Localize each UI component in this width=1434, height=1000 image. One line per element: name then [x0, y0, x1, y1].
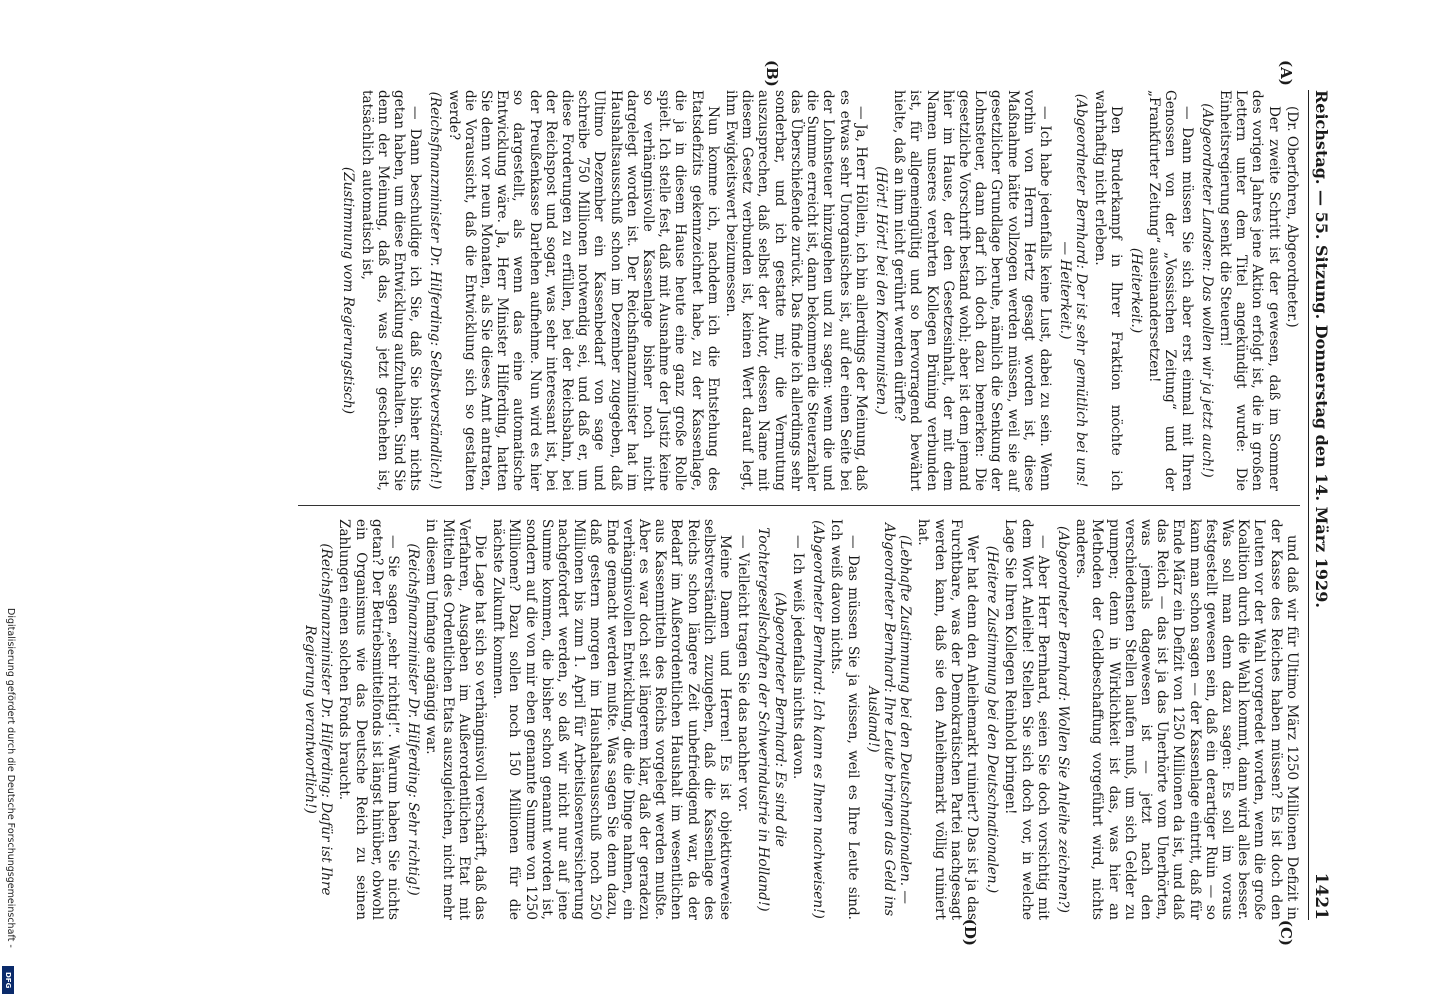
paragraph: — Vielleicht tragen Sie das nachher vor.: [735, 535, 752, 813]
dfg-logo: DFG: [2, 966, 14, 994]
interjection: (Abgeordneter Bernhard: Ich kann es Ihnen nachweisen!): [810, 520, 827, 919]
interjection: (Abgeordneter Bernhard: Wollen Sie Anleihe zeichnen?): [1054, 526, 1071, 913]
paragraph: Wer hat denn den Anleihemarkt ruiniert? Das ist ja das Furchtbare, was der Demokratischen Partei nachgesagt werden kann, daß sie den Anleihemarkt völlig ruiniert hat.: [915, 519, 980, 920]
paragraph: Den Bruderkampf in Ihrer Fraktion möchte ich wahrhaftig nicht erleben.: [1091, 90, 1124, 491]
left-column: [298, 90, 1300, 491]
interjection: (Reichsfinanzminister Dr. Hilferding: Selbstverständlich!): [427, 91, 444, 490]
paragraph: — Ja, Herr Höllein, ich bin allerdings der Meinung, daß es etwas sehr Unorganisches ist, auf der einen Seite bei der Lohnsteuer hinzugehen und zu sagen: wenn die und die Summe erreicht ist, dann bekommen die Steuerzahler das Überschießende zurück. Das finde ich allerdings sehr sonderbar, und ich gestatte mir, die Vermutung auszusprechen, daß selbst der Autor, dessen Name mit diesem Gesetz verbunden ist, keinen Wert darauf legt, ihm Ewigkeitswert beizumessen.: [723, 90, 869, 491]
interjection: (Abgeordneter Bernhard: Der ist sehr gemütlich bei uns! — Heiterkeit.): [1057, 93, 1090, 488]
digitization-credit: Digitalisierung gefördert durch die Deutsche Forschungsgemeinschaft -: [5, 608, 16, 948]
interjection: (Abgeordneter Landsen: Das wollen wir ja jetzt auch!): [1198, 103, 1215, 478]
margin-letter-d: (D): [960, 918, 979, 946]
text-columns: [298, 60, 1300, 946]
paragraph: und daß wir für Ultimo März 1250 Millionen Defizit in der Kasse des Reiches haben müssen? Es ist doch den Leuten vor der Wahl vorgeredet worden, wenn die große Koalition durch die Wahl kommt, dann wird alles besser. Was soll man denn dazu sagen: Es soll im voraus festgestellt gewesen sein, daß ein derartiger Ruin — so kann man schon sagen — der Kassenlage eintritt, daß für Ende März ein Defizit von 1250 Millionen da ist, und daß das Reich — das ist ja das Unerhörte vom Unerhörten, was jemals dagewesen ist — jetzt nach den verschiedensten Stellen laufen muß, um sich Gelder zu pumpen; denn in Wirklichkeit ist das, was hier an Methoden der Geldbeschaffung vorgeführt wird, nichts anderes.: [1073, 519, 1300, 920]
paragraph: Meine Damen und Herren! Es ist objektiverweise selbstverständlich zuzugeben, daß die Kassenlage des Reichs schon längere Zeit unbefriedigend war, da der Bedarf im Außerordentlichen Haushalt im wesentlichen aus Kassenmitteln des Reichs vorgelegt werden mußte. Aber es war doch seit längerem klar, daß der geradezu verhängnisvollen Entwicklung, die die Dinge nahmen, ein Ende gemacht werden mußte. Was sagen Sie denn dazu, daß gestern morgen im Haushaltsausschuß noch 250 Millionen bis zum 1. April für Arbeitslosenversicherung nachgefordert werden, so daß wir nicht nur auf jene Summe kommen, die bisher schon genannt worden ist, sondern auf die von mir eben genannte Summe von 1250 Millionen? Dazu sollen noch 150 Millionen für die nächste Zukunft kommen.: [490, 519, 734, 920]
interjection: (Reichsfinanzminister Dr. Hilferding: Dafür ist Ihre Regierung verantwortlich!): [302, 543, 335, 896]
margin-letter-c: (C): [1276, 919, 1295, 946]
column-divider: [298, 505, 1300, 506]
paragraph: Nun komme ich, nachdem ich die Entstehung des Etatsdefizits gekennzeichnet habe, zu der Kassenlage, die ja in diesem Hause heute eine ganz große Rolle spielt. Ich stelle fest, daß mit Ausnahme der Justiz keine so verhängnisvolle Kassenlage bisher noch nicht dargelegt worden ist. Der Reichsfinanzminister hat im Haushaltsausschuß schon im Dezember zugegeben, daß Ultimo Dezember ein Kassenbedarf von sage und schreibe 750 Millionen notwendig sei, und daß er, um diese Forderungen zu erfüllen, bei der Reichsbahn, bei der Reichspost und sogar, was sehr interessant ist, bei der Preußenkasse Darlehen aufnehme. Nun wird es hier so dargestellt, als wenn das eine automatische Entwicklung wäre. Ja, Herr Minister Hilferding, hatten Sie denn vor neun Monaten, als Sie dieses Amt antraten, die Voraussicht, daß die Entwicklung sich so gestalten werde?: [445, 90, 721, 491]
printed-page: [87, 50, 1347, 950]
margin-letter-b: (B): [762, 60, 781, 87]
paragraph: — Sie sagen „sehr richtig!“. Warum haben Sie nichts getan? Der Betriebsmittelfonds ist längst hinüber, obwohl ein Organismus wie das Deutsche Reich zu seinen Zahlungen einen solchen Fonds braucht.: [336, 519, 402, 920]
paragraph: (Dr. Oberfohren, Abgeordneter.): [1283, 106, 1300, 328]
interjection: (Lebhafte Zustimmung bei den Deutschnationalen. — Abgeordneter Bernhard: Ihre Leute bringen das Geld ins Ausland!): [864, 522, 914, 917]
interjection: (Heiterkeit.): [1127, 247, 1144, 334]
page-title: Reichstag. — 55. Sitzung. Donnerstag den 14. März 1929.: [1312, 90, 1331, 608]
paragraph: Der zweite Schritt ist der gewesen, daß im Sommer des vorigen Jahres jene Aktion erfolgt ist, die in großen Lettern unter dem Titel angekündigt wurde: Die Einheitsregierung senkt die Steuern!: [1216, 90, 1282, 491]
page-header: [1308, 90, 1329, 920]
paragraph: — Dann beschuldige ich Sie, daß Sie bisher nichts getan haben, um diese Entwicklung aufzuhalten. Sind Sie denn der Meinung, daß das, was jetzt geschehen ist, tatsächlich automatisch ist,: [358, 90, 424, 491]
interjection: (Abgeordneter Bernhard: Es sind die Tochtergesellschaften der Schwerindustrie in Holland!): [755, 527, 788, 912]
interjection: (Reichsfinanzminister Dr. Hilferding: Sehr richtig!): [405, 543, 422, 896]
interjection: (Zustimmung vom Regierungstisch): [340, 166, 357, 415]
paragraph: Die Lage hat sich so verhängnisvoll verschärft, daß das Verfahren, Ausgaben im Außerordentlichen Etat mit Mitteln des Ordentlichen Etats auszugleichen, nicht mehr in diesem Umfange angängig war.: [423, 519, 489, 920]
interjection: (Hört! Hört! bei den Kommunisten.): [872, 166, 889, 415]
page-number: 1421: [1311, 872, 1331, 920]
paragraph: — Aber Herr Bernhard, seien Sie doch vorsichtig mit dem Wort Anleihe! Stellen Sie sich doch vor, in welche Lage Sie Ihren Kollegen Reinhold bringen!: [1002, 519, 1051, 920]
interjection: (Heitere Zustimmung bei den Deutschnationalen.): [984, 545, 1001, 894]
paragraph: — Ich weiß jedenfalls nichts davon.: [789, 535, 806, 780]
paragraph: — Dann müssen Sie sich aber erst einmal mit Ihren Genossen von der „Vossischen Zeitung“ und der „Frankfurter Zeitung“ auseinandersetzen!: [1146, 90, 1195, 491]
right-column: [298, 519, 1300, 920]
paragraph: — Ich habe jedenfalls keine Lust, dabei zu sein. Wenn vorhin von Herrn Hertz gesagt worden ist, diese Maßnahme hätte vollzogen werden müssen, weil sie auf gesetzlicher Grundlage beruhe, nämlich die Senkung der Lohnsteuer, dann darf ich doch dazu bemerken: Die gesetzliche Vorschrift bestand wohl; aber ist dem jemand hier im Hause, der den Gesetzesinhalt, der mit dem Namen unseres verehrten Kollegen Brüning verbunden ist, für allgemeingültig und so hervorragend bewährt hielte, daß an ihm nicht gerührt werden dürfte?: [891, 90, 1053, 491]
margin-letter-a: (A): [1276, 60, 1295, 86]
paragraph: — Das müssen Sie ja wissen, weil es Ihre Leute sind. Ich weiß davon nichts.: [828, 519, 861, 920]
